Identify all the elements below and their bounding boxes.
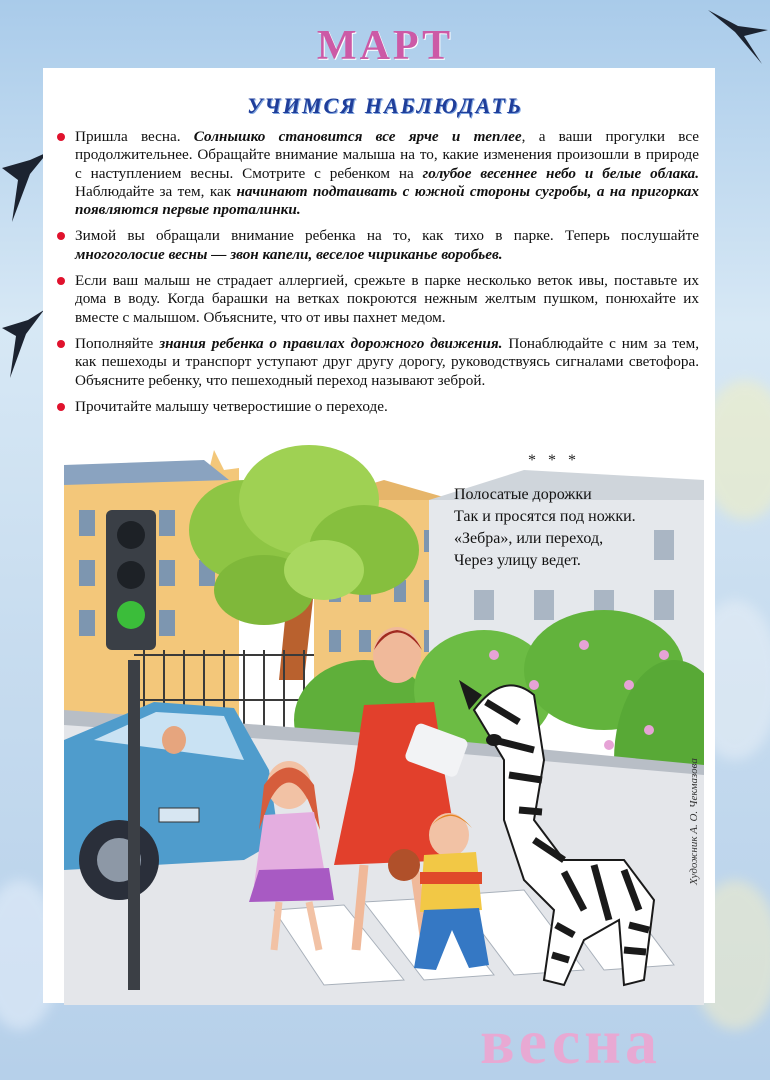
advice-paragraph [56,398,699,416]
advice-paragraph [56,335,699,390]
emphasized-text: знания ребенка о правилах дорожного движения. [159,334,503,352]
bullet-icon [57,133,65,141]
section-heading: УЧИМСЯ НАБЛЮДАТЬ [247,93,523,118]
swallow-icon [0,300,45,380]
paragraph-text: Понаблюдайте с ним за тем, как пешеходы и транспорт уступают друг другу дорогу, руководствуясь сигналами светофора. Объясните ребенку, что пешеходный переход называют зеброй. [75,334,699,389]
advice-paragraph [56,272,699,327]
season-title: весна [480,1006,662,1077]
illustrator-credit: Художник А. О. Чекмазова [688,758,700,885]
bullet-icon [57,403,65,411]
poem-line: Через улицу ведет. [454,552,581,569]
poem [454,484,636,572]
advice-paragraph [56,128,699,219]
paragraph-text: , а ваши прогулки все продолжительнее. Обращайте внимание малыша на то, какие изменения произошли в природе с наступлением весны. Смотрите с ребенком на [75,128,699,182]
paragraph-text: Зимой вы обращали внимание ребенка на то, как тихо в парке. Теперь послушайте [75,227,699,245]
emphasized-text: начинают подтаивать с южной стороны сугробы, а на пригорках появляются первые проталинки. [75,182,699,219]
poem-line: «Зебра», или переход, [454,530,604,547]
poem-stars: * * * [528,452,580,469]
poem-line: Полосатые дорожки [454,486,592,503]
paragraph-text: Пополняйте [75,334,160,352]
paragraph-text: Наблюдайте за тем, как [75,182,237,200]
bullet-icon [57,232,65,240]
paragraph-text: Прочитайте малышу четверостишие о переходе. [75,397,388,415]
bullet-icon [57,340,65,348]
emphasized-text: Солнышко становится все ярче и теплее [193,128,522,145]
poem-line: Так и просятся под ножки. [454,508,636,525]
emphasized-text: голубое весеннее небо и белые облака. [422,164,699,182]
month-title: МАРТ [316,23,454,69]
advice-paragraph [56,227,699,264]
emphasized-text: многоголосие весны — звон капели, веселое чириканье воробьев. [75,245,503,263]
paragraph-text: Пришла весна. [75,128,194,145]
bullet-icon [57,277,65,285]
paragraph-text: Если ваш малыш не страдает аллергией, срежьте в парке несколько веток ивы, поставьте их дома в воду. Когда барашки на ветках покроются нежным желтым пушком, понюхайте их вместе с малышом. Объясните, что от ивы пахнет медом. [75,272,699,326]
advice-paragraphs [56,128,699,424]
